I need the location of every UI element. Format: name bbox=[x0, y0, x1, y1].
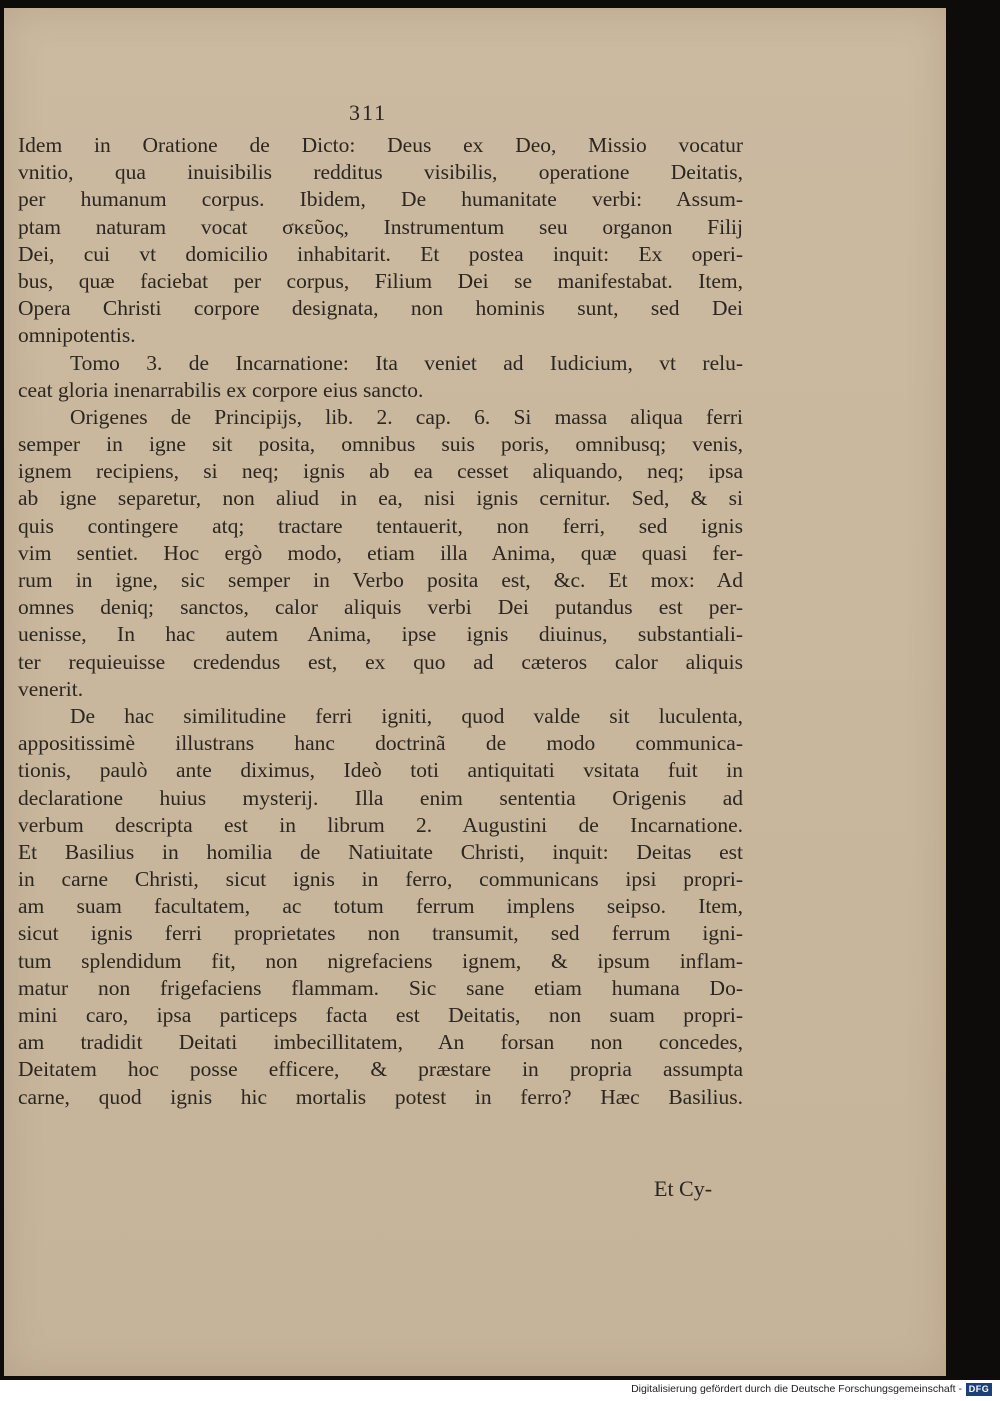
catchword: Et Cy- bbox=[654, 1176, 713, 1201]
text-line: Idem in Oratione de Dicto: Deus ex Deo, Missio vocatur bbox=[18, 133, 743, 157]
text-line: uenisse, In hac autem Anima, ipse ignis diuinus, substantiali- bbox=[18, 622, 743, 647]
text-line: matur non frigefaciens flammam. Sic sane etiam humana Do- bbox=[18, 975, 743, 1000]
book-page bbox=[4, 8, 946, 1376]
text-line: bus, quæ faciebat per corpus, Filium Dei se manifestabat. Item, bbox=[18, 268, 743, 293]
text-line: omnes deniq; sanctos, calor aliquis verbi Dei putandus est per- bbox=[18, 595, 743, 620]
paragraph-start: Origenes de Principijs, lib. 2. cap. 6. Si massa aliqua ferri bbox=[70, 404, 743, 429]
footer-bar bbox=[0, 1380, 1000, 1401]
text-line: appositissimè illustrans hanc doctrinã de modo communica- bbox=[18, 731, 743, 756]
funding-credit: Digitalisierung gefördert durch die Deutsche Forschungsgemeinschaft - bbox=[631, 1383, 962, 1395]
text-line: ter requieuisse credendus est, ex quo ad cæteros calor aliquis bbox=[18, 649, 743, 674]
paragraph-start: Tomo 3. de Incarnatione: Ita veniet ad Iudicium, vt relu- bbox=[70, 350, 743, 375]
text-line: ptam naturam vocat σκεῦος, Instrumentum seu organon Filij bbox=[18, 214, 743, 239]
text-line: am suam facultatem, ac totum ferrum implens seipso. Item, bbox=[18, 894, 743, 919]
text-line: declaratione huius mysterij. Illa enim sententia Origenis ad bbox=[18, 785, 743, 810]
text-line: Deitatem hoc posse efficere, & præstare in propria assumpta bbox=[18, 1057, 743, 1082]
text-line: ab igne separetur, non aliud in ea, nisi ignis cernitur. Sed, & si bbox=[18, 486, 743, 511]
paragraph-start: De hac similitudine ferri igniti, quod valde sit luculenta, bbox=[70, 703, 743, 728]
body-text bbox=[18, 132, 743, 1111]
text-line: omnipotentis. bbox=[18, 323, 136, 348]
text-line: carne, quod ignis hic mortalis potest in ferro? Hæc Basilius. bbox=[18, 1084, 743, 1109]
text-line: sicut ignis ferri proprietates non transumit, sed ferrum igni- bbox=[18, 921, 743, 946]
text-line: Opera Christi corpore designata, non hominis sunt, sed Dei bbox=[18, 296, 743, 321]
text-line: ignem recipiens, si neq; ignis ab ea cesset aliquando, neq; ipsa bbox=[18, 459, 743, 484]
text-line: verbum descripta est in librum 2. Augustini de Incarnatione. bbox=[18, 812, 743, 837]
text-line: tum splendidum fit, non nigrefaciens ignem, & ipsum inflam- bbox=[18, 948, 743, 973]
text-line: semper in igne sit posita, omnibus suis poris, omnibusq; venis, bbox=[18, 432, 743, 457]
text-line: ceat gloria inenarrabilis ex corpore eius sancto. bbox=[18, 377, 424, 402]
text-line: in carne Christi, sicut ignis in ferro, communicans ipsi propri- bbox=[18, 867, 743, 892]
text-line: venerit. bbox=[18, 676, 84, 701]
text-line: rum in igne, sic semper in Verbo posita est, &c. Et mox: Ad bbox=[18, 568, 743, 592]
text-line: Dei, cui vt domicilio inhabitarit. Et postea inquit: Ex operi- bbox=[18, 241, 743, 266]
dfg-logo-icon[interactable]: DFG bbox=[966, 1383, 992, 1396]
text-line: tionis, paulò ante diximus, Ideò toti antiquitati vsitata fuit in bbox=[18, 758, 743, 783]
text-line: mini caro, ipsa particeps facta est Deitatis, non suam propri- bbox=[18, 1003, 743, 1027]
text-line: quis contingere atq; tractare tentauerit, non ferri, sed ignis bbox=[18, 513, 743, 538]
page-number: 311 bbox=[349, 100, 388, 125]
text-line: per humanum corpus. Ibidem, De humanitate verbi: Assum- bbox=[18, 187, 743, 212]
text-line: vim sentiet. Hoc ergò modo, etiam illa Anima, quæ quasi fer- bbox=[18, 540, 743, 565]
text-line: Et Basilius in homilia de Natiuitate Christi, inquit: Deitas est bbox=[18, 839, 743, 864]
text-line: vnitio, qua inuisibilis redditus visibilis, operatione Deitatis, bbox=[18, 160, 743, 185]
text-line: am tradidit Deitati imbecillitatem, An forsan non concedes, bbox=[18, 1030, 743, 1055]
